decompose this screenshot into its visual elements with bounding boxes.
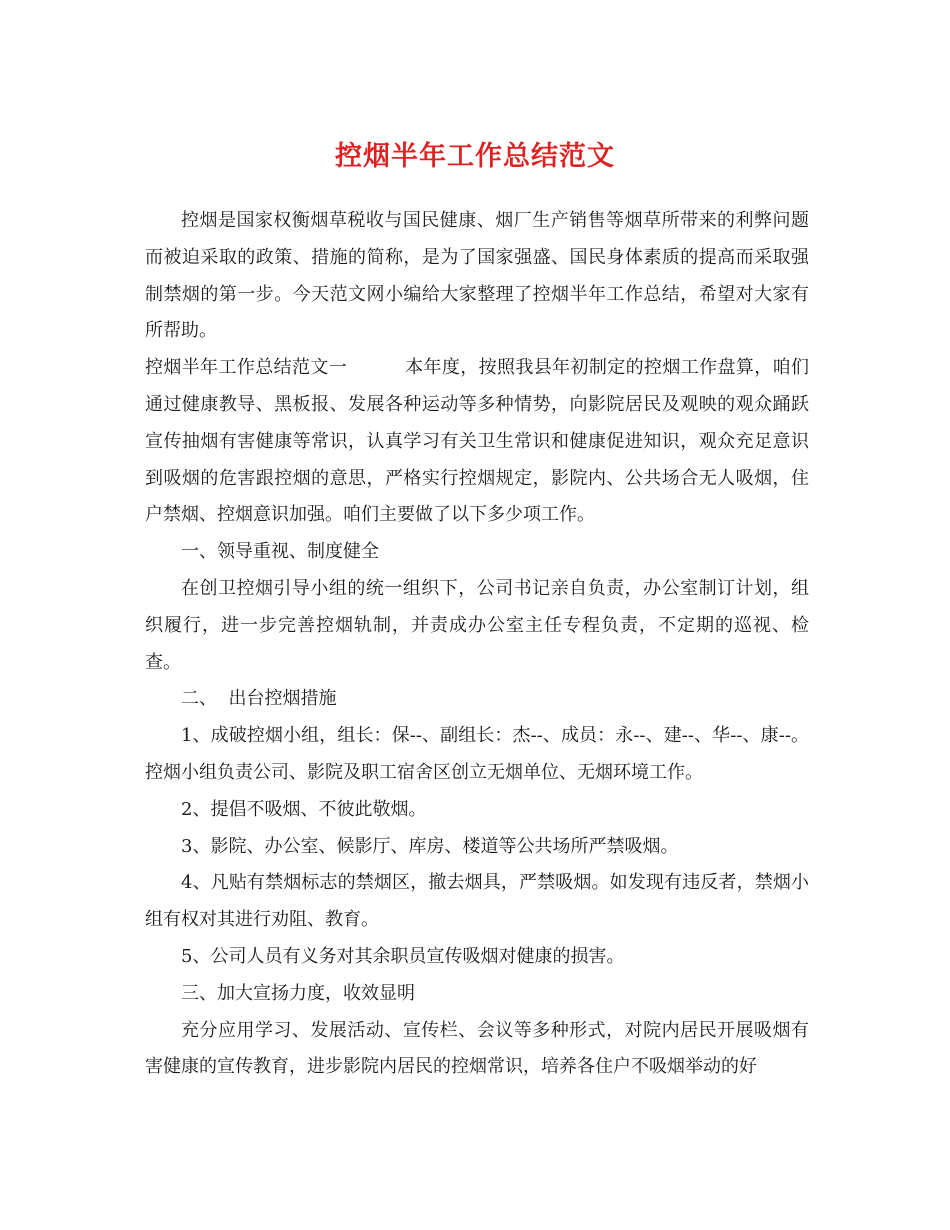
list-item: 4、凡贴有禁烟标志的禁烟区，撤去烟具，严禁吸烟。如发现有违反者，禁烟小组有权对其进行劝阻、教育。 [145,872,809,931]
list-item: 5、公司人员有义务对其余职员宣传吸烟对健康的损害。 [181,945,625,967]
document-body [145,203,809,1086]
section-text-3: 充分应用学习、发展活动、宣传栏、会议等多种形式，对院内居民开展吸烟有害健康的宣传教育，进步影院内居民的控烟常识，培养各住户不吸烟举动的好 [145,1019,809,1078]
section-heading-3: 三、加大宣扬力度，收效显明 [181,982,415,1004]
section-heading-2: 二、 出台控烟措施 [181,688,337,710]
list-item: 1、成破控烟小组，组长：保--、副组长：杰--、成员：永--、建--、华--、康--。控烟小组负责公司、影院及职工宿舍区创立无烟单位、无烟环境工作。 [145,725,809,783]
intro-paragraph: 控烟是国家权衡烟草税收与国民健康、烟厂生产销售等烟草所带来的利弊问题而被迫采取的政策、措施的简称，是为了国家强盛、国民身体素质的提高而采取强制禁烟的第一步。今天范文网小编给大家整理了控烟半年工作总结，希望对大家有所帮助。 [145,210,809,342]
section-heading-1: 一、领导重视、制度健全 [181,541,379,563]
sample-opening: 本年度，按照我县年初制定的控烟工作盘算，咱们通过健康教导、黑板报、发展各种运动等多种情势，向影院居民及观映的观众踊跃宣传抽烟有害健康等常识，认真学习有关卫生常识和健康促进知识，观众充足意识到吸烟的危害跟控烟的意思，严格实行控烟规定，影院内、公共场合无人吸烟，住户禁烟、控烟意识加强。咱们主要做了以下多少项工作。 [145,357,810,526]
list-item: 2、提倡不吸烟、不彼此敬烟。 [181,798,427,820]
sample-paragraph [145,350,809,534]
list-item: 3、影院、办公室、候影厅、库房、楼道等公共场所严禁吸烟。 [181,835,679,857]
document-title: 控烟半年工作总结范文 [335,141,615,172]
sample-heading: 控烟半年工作总结范文一 [145,357,348,379]
section-text-1: 在创卫控烟引导小组的统一组织下，公司书记亲自负责，办公室制订计划，组织履行，进一步完善控烟轨制，并责成办公室主任专程负责，不定期的巡视、检查。 [145,577,809,673]
